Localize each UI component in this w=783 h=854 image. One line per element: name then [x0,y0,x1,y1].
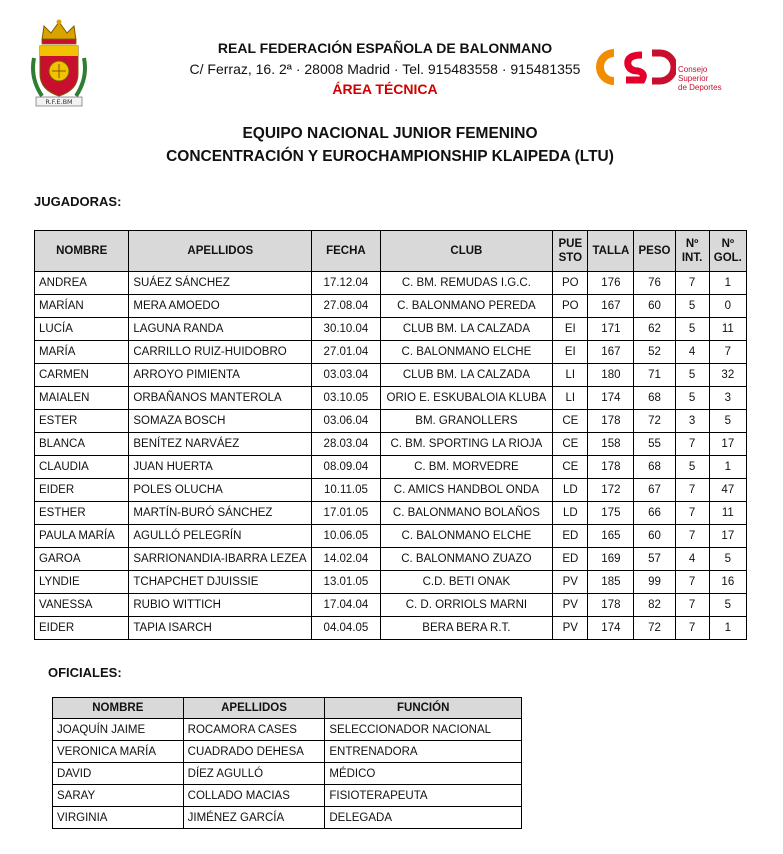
cell-apellidos: AGULLÓ PELEGRÍN [129,525,312,548]
table-row [53,719,522,741]
document-subtitle: CONCENTRACIÓN Y EUROCHAMPIONSHIP KLAIPEDA (LTU) [166,148,614,165]
cell-fecha: 17.01.05 [312,502,380,525]
cell-apellidos: TAPIA ISARCH [129,617,312,640]
cell-fecha: 10.06.05 [312,525,380,548]
federation-address: C/ Ferraz, 16. 2ª · 28008 Madrid · Tel. 915483558 · 915481355 [189,61,581,77]
col-apellidos: APELLIDOS [183,698,325,719]
cell-fecha: 27.01.04 [312,341,380,364]
col-gol-l1: Nº [721,238,735,250]
cell-fecha: 27.08.04 [312,295,380,318]
officials-section-heading: OFICIALES: [48,665,122,680]
csd-logo [592,47,732,97]
cell-puesto: PV [553,594,588,617]
cell-apellidos: ROCAMORA CASES [183,719,325,741]
cell-gol: 47 [709,479,746,502]
table-row [53,807,522,829]
cell-talla: 167 [588,341,634,364]
cell-fecha: 30.10.04 [312,318,380,341]
cell-peso: 72 [634,410,675,433]
csd-line-2: Superior [678,74,709,83]
cell-talla: 171 [588,318,634,341]
cell-talla: 172 [588,479,634,502]
table-row [35,272,747,295]
cell-fecha: 10.11.05 [312,479,380,502]
cell-fecha: 03.06.04 [312,410,380,433]
col-club: CLUB [380,231,553,272]
cell-apellidos: COLLADO MACIAS [183,785,325,807]
col-gol-l2: GOL. [713,252,742,264]
cell-puesto: LD [553,479,588,502]
cell-club: C.D. BETI ONAK [380,571,553,594]
cell-club: C. BM. SPORTING LA RIOJA [380,433,553,456]
cell-club: BERA BERA R.T. [380,617,553,640]
cell-puesto: CE [553,456,588,479]
rfebm-crest-logo [28,18,90,108]
col-puesto [553,231,588,272]
cell-talla: 158 [588,433,634,456]
col-funcion: FUNCIÓN [325,698,522,719]
cell-fecha: 14.02.04 [312,548,380,571]
area-label: ÁREA TÉCNICA [332,81,438,97]
table-row [35,548,747,571]
document-title: EQUIPO NACIONAL JUNIOR FEMENINO [242,125,538,142]
cell-peso: 57 [634,548,675,571]
csd-line-1: Consejo [678,65,708,74]
cell-talla: 167 [588,295,634,318]
cell-nombre: VIRGINIA [53,807,184,829]
cell-nombre: EIDER [35,479,129,502]
cell-club: CLUB BM. LA CALZADA [380,318,553,341]
table-row [53,763,522,785]
col-nombre: NOMBRE [53,698,184,719]
table-row [53,741,522,763]
cell-nombre: LYNDIE [35,571,129,594]
cell-puesto: PV [553,617,588,640]
cell-gol: 17 [709,525,746,548]
col-int [675,231,709,272]
table-row [35,594,747,617]
cell-int: 5 [675,318,709,341]
cell-nombre: EIDER [35,617,129,640]
table-row [35,479,747,502]
table-row [35,525,747,548]
cell-int: 5 [675,295,709,318]
cell-peso: 68 [634,456,675,479]
table-row [35,364,747,387]
cell-nombre: SARAY [53,785,184,807]
cell-fecha: 28.03.04 [312,433,380,456]
cell-peso: 60 [634,525,675,548]
cell-apellidos: CUADRADO DEHESA [183,741,325,763]
cell-nombre: ESTER [35,410,129,433]
players-header-row [35,231,747,272]
cell-funcion: DELEGADA [325,807,522,829]
cell-gol: 1 [709,456,746,479]
cell-int: 7 [675,502,709,525]
cell-int: 4 [675,341,709,364]
cell-peso: 72 [634,617,675,640]
cell-int: 5 [675,456,709,479]
cell-apellidos: RUBIO WITTICH [129,594,312,617]
cell-nombre: BLANCA [35,433,129,456]
federation-name: REAL FEDERACIÓN ESPAÑOLA DE BALONMANO [217,40,553,56]
cell-apellidos: JUAN HUERTA [129,456,312,479]
col-apellidos: APELLIDOS [129,231,312,272]
cell-nombre: MARÍA [35,341,129,364]
cell-nombre: CLAUDIA [35,456,129,479]
cell-apellidos: CARRILLO RUIZ-HUIDOBRO [129,341,312,364]
cell-peso: 82 [634,594,675,617]
cell-club: C. BALONMANO ELCHE [380,525,553,548]
cell-gol: 0 [709,295,746,318]
table-row [35,456,747,479]
cell-int: 7 [675,571,709,594]
table-row [35,502,747,525]
cell-peso: 55 [634,433,675,456]
cell-gol: 5 [709,594,746,617]
cell-peso: 52 [634,341,675,364]
cell-int: 5 [675,387,709,410]
cell-fecha: 08.09.04 [312,456,380,479]
cell-apellidos: SARRIONANDIA-IBARRA LEZEA [129,548,312,571]
col-nombre: NOMBRE [35,231,129,272]
cell-nombre: GAROA [35,548,129,571]
cell-peso: 76 [634,272,675,295]
col-int-l1: Nº [685,238,699,250]
cell-apellidos: MERA AMOEDO [129,295,312,318]
col-gol [709,231,746,272]
table-row [35,318,747,341]
table-row [35,433,747,456]
cell-puesto: LD [553,502,588,525]
col-puesto-l1: PUE [558,238,583,250]
cell-int: 5 [675,364,709,387]
cell-fecha: 17.12.04 [312,272,380,295]
cell-apellidos: SUÁEZ SÁNCHEZ [129,272,312,295]
cell-nombre: MAIALEN [35,387,129,410]
cell-puesto: ED [553,525,588,548]
cell-puesto: CE [553,410,588,433]
cell-club: C. BM. REMUDAS I.G.C. [380,272,553,295]
table-row [35,387,747,410]
cell-apellidos: BENÍTEZ NARVÁEZ [129,433,312,456]
cell-apellidos: ARROYO PIMIENTA [129,364,312,387]
crest-initials: R.F.E.BM [45,98,73,106]
cell-club: C. AMICS HANDBOL ONDA [380,479,553,502]
cell-funcion: SELECCIONADOR NACIONAL [325,719,522,741]
cell-puesto: ED [553,548,588,571]
cell-puesto: EI [553,318,588,341]
cell-club: C. BM. MORVEDRE [380,456,553,479]
cell-talla: 174 [588,387,634,410]
table-row [35,617,747,640]
cell-int: 7 [675,479,709,502]
cell-gol: 5 [709,410,746,433]
cell-apellidos: ORBAÑANOS MANTEROLA [129,387,312,410]
cell-fecha: 13.01.05 [312,571,380,594]
cell-puesto: PO [553,295,588,318]
cell-talla: 175 [588,502,634,525]
cell-nombre: MARÍAN [35,295,129,318]
cell-int: 7 [675,433,709,456]
cell-nombre: JOAQUÍN JAIME [53,719,184,741]
cell-int: 7 [675,617,709,640]
cell-puesto: LI [553,364,588,387]
cell-nombre: VERONICA MARÍA [53,741,184,763]
cell-peso: 66 [634,502,675,525]
cell-peso: 99 [634,571,675,594]
cell-gol: 11 [709,502,746,525]
cell-fecha: 03.10.05 [312,387,380,410]
cell-int: 7 [675,272,709,295]
cell-talla: 178 [588,410,634,433]
cell-apellidos: JIMÉNEZ GARCÍA [183,807,325,829]
cell-nombre: DAVID [53,763,184,785]
col-fecha: FECHA [312,231,380,272]
players-section-heading: JUGADORAS: [34,194,122,209]
cell-fecha: 04.04.05 [312,617,380,640]
cell-club: C. BALONMANO ZUAZO [380,548,553,571]
cell-puesto: PO [553,272,588,295]
cell-apellidos: SOMAZA BOSCH [129,410,312,433]
col-talla: TALLA [588,231,634,272]
cell-gol: 16 [709,571,746,594]
cell-apellidos: POLES OLUCHA [129,479,312,502]
cell-gol: 1 [709,617,746,640]
cell-peso: 71 [634,364,675,387]
cell-peso: 67 [634,479,675,502]
cell-fecha: 17.04.04 [312,594,380,617]
cell-nombre: PAULA MARÍA [35,525,129,548]
cell-nombre: LUCÍA [35,318,129,341]
cell-talla: 165 [588,525,634,548]
cell-talla: 178 [588,594,634,617]
cell-talla: 178 [588,456,634,479]
table-row [35,295,747,318]
col-peso: PESO [634,231,675,272]
cell-nombre: ANDREA [35,272,129,295]
cell-peso: 62 [634,318,675,341]
cell-talla: 169 [588,548,634,571]
cell-gol: 7 [709,341,746,364]
cell-apellidos: LAGUNA RANDA [129,318,312,341]
col-int-l2: INT. [681,252,703,264]
cell-puesto: LI [553,387,588,410]
cell-apellidos: TCHAPCHET DJUISSIE [129,571,312,594]
cell-nombre: CARMEN [35,364,129,387]
cell-apellidos: DÍEZ AGULLÓ [183,763,325,785]
cell-club: C. D. ORRIOLS MARNI [380,594,553,617]
csd-line-3: de Deportes [678,83,722,92]
cell-talla: 185 [588,571,634,594]
cell-puesto: PV [553,571,588,594]
cell-club: ORIO E. ESKUBALOIA KLUBA [380,387,553,410]
cell-apellidos: MARTÍN-BURÓ SÁNCHEZ [129,502,312,525]
cell-club: C. BALONMANO BOLAÑOS [380,502,553,525]
officials-header-row [53,698,522,719]
col-puesto-l2: STO [558,252,583,264]
cell-puesto: CE [553,433,588,456]
cell-talla: 176 [588,272,634,295]
cell-gol: 1 [709,272,746,295]
cell-gol: 3 [709,387,746,410]
players-table [34,230,747,640]
cell-nombre: ESTHER [35,502,129,525]
cell-funcion: FISIOTERAPEUTA [325,785,522,807]
cell-int: 4 [675,548,709,571]
cell-gol: 32 [709,364,746,387]
cell-nombre: VANESSA [35,594,129,617]
table-row [53,785,522,807]
cell-talla: 174 [588,617,634,640]
cell-gol: 5 [709,548,746,571]
cell-club: CLUB BM. LA CALZADA [380,364,553,387]
table-row [35,341,747,364]
cell-gol: 17 [709,433,746,456]
cell-gol: 11 [709,318,746,341]
cell-club: C. BALONMANO PEREDA [380,295,553,318]
cell-int: 7 [675,594,709,617]
cell-fecha: 03.03.04 [312,364,380,387]
cell-puesto: EI [553,341,588,364]
cell-int: 3 [675,410,709,433]
cell-funcion: ENTRENADORA [325,741,522,763]
cell-peso: 68 [634,387,675,410]
cell-funcion: MÉDICO [325,763,522,785]
cell-peso: 60 [634,295,675,318]
cell-club: C. BALONMANO ELCHE [380,341,553,364]
cell-club: BM. GRANOLLERS [380,410,553,433]
table-row [35,410,747,433]
cell-int: 7 [675,525,709,548]
cell-talla: 180 [588,364,634,387]
officials-table [52,697,522,829]
table-row [35,571,747,594]
